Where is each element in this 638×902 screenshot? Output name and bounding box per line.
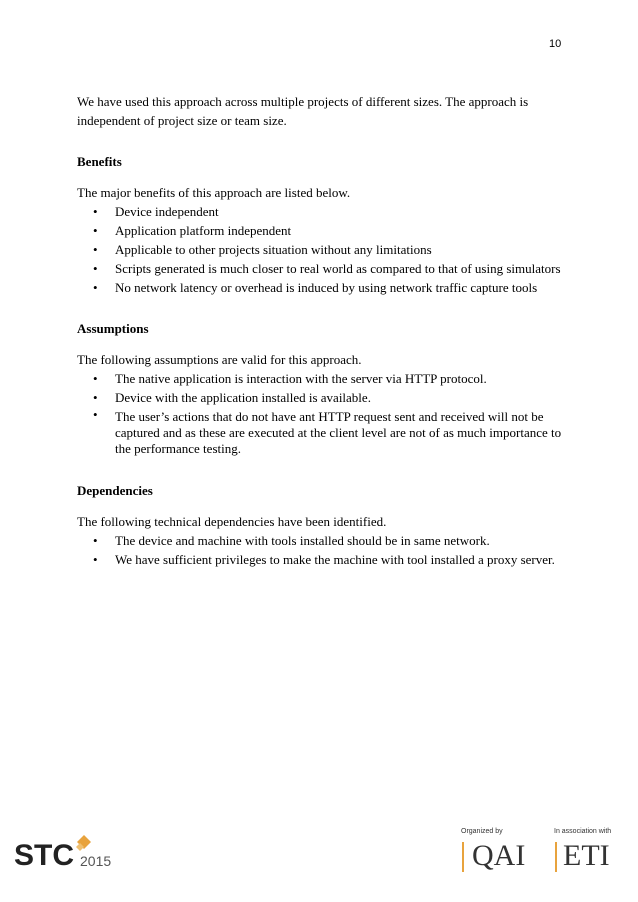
list-item-text: Scripts generated is much closer to real world as compared to that of using simulators	[115, 261, 561, 276]
benefits-list	[77, 202, 567, 297]
list-item	[77, 202, 567, 221]
list-item-text: No network latency or overhead is induced by using network traffic capture tools	[115, 280, 538, 295]
association-bar	[555, 842, 557, 872]
bullet-icon: •	[93, 371, 98, 386]
stc-letters: STC	[14, 839, 74, 872]
bullet-icon: •	[93, 552, 98, 567]
list-item-text: Device independent	[115, 204, 219, 219]
organizer-label: Organized by	[461, 828, 503, 835]
document-body	[77, 92, 567, 591]
list-item	[77, 278, 567, 297]
list-item-text: We have sufficient privileges to make the machine with tool installed a proxy server.	[115, 552, 555, 567]
section-lead-benefits: The major benefits of this approach are listed below.	[77, 185, 351, 200]
list-item-text: The user’s actions that do not have ant HTTP request sent and received will not be captured and as these are executed at the client level are not of as much importance to the performance testing.	[115, 409, 562, 456]
association-name: ETI	[563, 839, 610, 872]
list-item-text: Application platform independent	[115, 223, 292, 238]
bullet-icon: •	[93, 261, 98, 276]
bullet-icon: •	[93, 242, 98, 257]
bullet-icon: •	[93, 390, 98, 405]
logo-year: 2015	[80, 853, 112, 869]
list-item	[77, 240, 567, 259]
bullet-icon: •	[93, 407, 98, 422]
list-item	[77, 388, 567, 407]
section-heading-benefits: Benefits	[77, 154, 122, 169]
page-number: 10	[549, 38, 562, 50]
organizer-block	[460, 828, 630, 878]
list-item	[77, 550, 567, 569]
dependencies-list	[77, 531, 567, 569]
bullet-icon: •	[93, 223, 98, 238]
list-item-text: The native application is interaction with the server via HTTP protocol.	[115, 371, 487, 386]
list-item	[77, 259, 567, 278]
section-lead-assumptions: The following assumptions are valid for this approach.	[77, 352, 362, 367]
list-item-text: The device and machine with tools installed should be in same network.	[115, 533, 490, 548]
bullet-icon: •	[93, 533, 98, 548]
organizer-name: QAI	[472, 839, 526, 872]
intro-paragraph: We have used this approach across multiple projects of different sizes. The approach is independent of project size or team size.	[77, 94, 529, 128]
bullet-icon: •	[93, 204, 98, 219]
list-item-text: Applicable to other projects situation without any limitations	[115, 242, 432, 257]
section-heading-dependencies: Dependencies	[77, 483, 153, 498]
bullet-icon: •	[93, 280, 98, 295]
list-item	[77, 531, 567, 550]
section-lead-dependencies: The following technical dependencies have been identified.	[77, 514, 387, 529]
organizer-bar	[462, 842, 464, 872]
list-item	[77, 407, 567, 459]
list-item	[77, 221, 567, 240]
section-heading-assumptions: Assumptions	[77, 321, 149, 336]
list-item	[77, 369, 567, 388]
assumptions-list	[77, 369, 567, 459]
association-label: In association with	[554, 828, 612, 835]
stc-2015-logo	[14, 833, 134, 873]
list-item-text: Device with the application installed is available.	[115, 390, 371, 405]
stc-diamond-logo-icon	[14, 833, 134, 873]
